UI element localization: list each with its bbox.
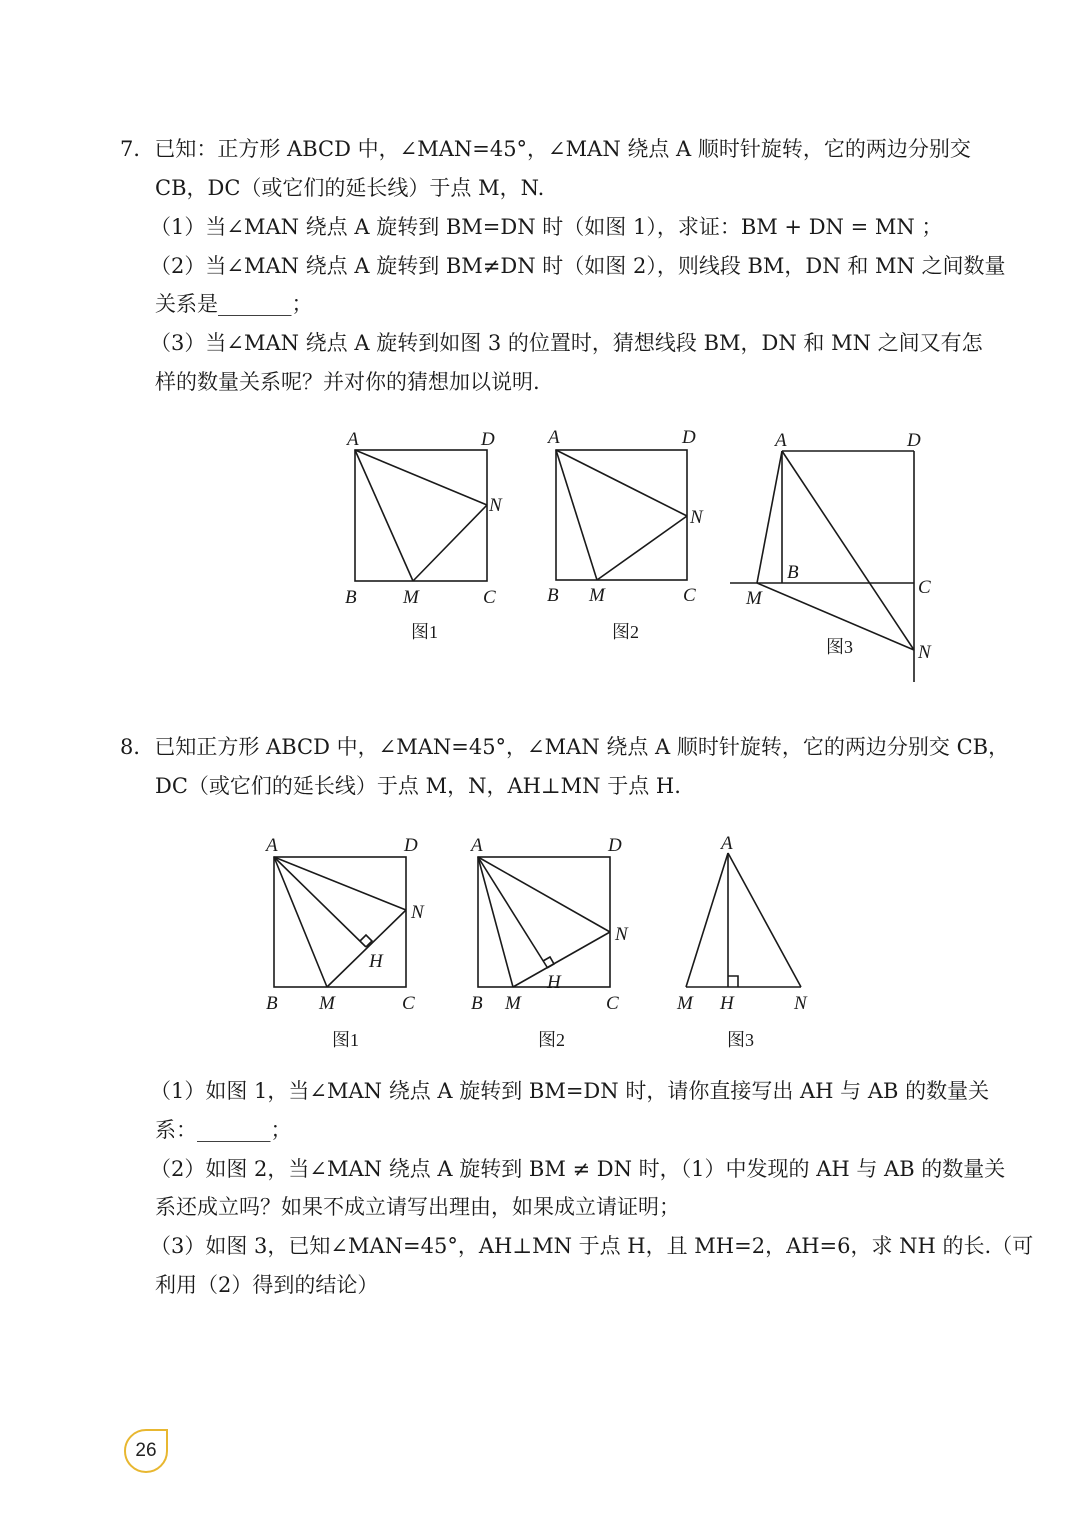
q8-f3-segment-am [686,853,728,987]
q7-f3-label-b: B [787,562,799,583]
q7-figure-1 [355,450,487,581]
q7-f1-caption: 图1 [411,622,438,642]
q8-f3-label-m: M [677,993,693,1014]
q8-part3-cont: 利用（2）得到的结论） [155,1273,379,1297]
q8-f2-segment-am [478,857,513,987]
q8-f1-caption: 图1 [332,1030,359,1050]
q8-f2-segment-an [478,857,610,932]
q8-figure-2 [478,857,610,987]
q7-f2-label-m: M [589,585,605,606]
q8-f1-label-c: C [402,993,415,1014]
q8-f3-label-n: N [794,993,807,1014]
q8-part2-cont: 系还成立吗？如果不成立请写出理由，如果成立请证明； [155,1195,680,1219]
q8-f3-label-a: A [721,833,733,854]
q8-figure-3 [686,853,801,987]
q8-f1-label-m: M [319,993,335,1014]
q7-f1-label-c: C [483,587,496,608]
q7-f2-label-n: N [690,507,703,528]
q7-line-2: CB，DC（或它们的延长线）于点 M，N. [155,176,545,200]
q8-f3-caption: 图3 [727,1030,754,1050]
q7-f1-segment-am [355,450,413,581]
q8-f2-label-d: D [608,835,622,856]
q7-f2-label-b: B [547,585,559,606]
q7-part2: （2）当∠MAN 绕点 A 旋转到 BM≠DN 时（如图 2），则线段 BM，DN 和 MN 之间数量 [150,254,1006,278]
q7-part2-cont: 关系是_______； [155,292,313,316]
q7-f1-segment-an [355,450,487,505]
page-number: 26 [135,1440,157,1461]
q7-f1-label-m: M [403,587,419,608]
q8-f1-segment-ah [274,857,366,947]
q7-f1-label-a: A [347,429,359,450]
q7-f3-caption: 图3 [826,637,853,657]
q7-f3-label-a: A [775,430,787,451]
q7-f2-segment-am [556,450,597,580]
q8-f2-caption: 图2 [538,1030,565,1050]
q7-f3-segment-am [757,451,782,583]
q7-figure-3 [730,451,914,682]
page-number-badge [123,1428,169,1474]
q8-part3: （3）如图 3，已知∠MAN=45°，AH⊥MN 于点 H，且 MH=2，AH=6，求 NH 的长.（可 [150,1234,1034,1258]
q7-f1-label-n: N [489,495,502,516]
q7-line-1: 7．已知：正方形 ABCD 中，∠MAN=45°，∠MAN 绕点 A 顺时针旋转，它的两边分别交 [120,137,971,161]
q8-f2-label-n: N [615,924,628,945]
q7-part3-cont: 样的数量关系呢？并对你的猜想加以说明. [155,370,540,394]
q8-line-2: DC（或它们的延长线）于点 M，N，AH⊥MN 于点 H. [155,774,681,798]
q7-f3-label-m: M [746,588,762,609]
q7-f1-segment-mn [413,505,487,581]
q8-part2: （2）如图 2，当∠MAN 绕点 A 旋转到 BM ≠ DN 时，（1）中发现的 AH 与 AB 的数量关 [150,1157,1006,1181]
q8-part1: （1）如图 1，当∠MAN 绕点 A 旋转到 BM=DN 时，请你直接写出 AH 与 AB 的数量关 [150,1079,990,1103]
q7-f1-label-d: D [481,429,495,450]
q8-f2-segment-mn [513,932,610,987]
q7-figure-2 [556,450,687,580]
q8-f1-label-b: B [266,993,278,1014]
q8-f1-label-n: N [411,902,424,923]
q7-f1-label-b: B [345,587,357,608]
q7-f2-segment-mn [597,516,687,580]
q7-part3: （3）当∠MAN 绕点 A 旋转到如图 3 的位置时，猜想线段 BM，DN 和 MN 之间又有怎 [150,331,983,355]
q8-f2-segment-ah [478,857,547,967]
q8-f2-label-a: A [471,835,483,856]
q8-f1-segment-an [274,857,406,910]
q8-f1-label-h: H [369,951,383,972]
q8-f1-segment-am [274,857,327,987]
q8-f3-right-angle-mark [728,976,738,987]
q7-f2-segment-an [556,450,687,516]
q8-f2-label-m: M [505,993,521,1014]
q8-f2-label-c: C [606,993,619,1014]
q8-line-1: 8．已知正方形 ABCD 中，∠MAN=45°，∠MAN 绕点 A 顺时针旋转，它的两边分别交 CB， [120,735,1010,759]
q7-f3-label-n: N [918,642,931,663]
q8-f3-segment-an [728,853,801,987]
q7-f2-label-d: D [682,427,696,448]
q7-part1: （1）当∠MAN 绕点 A 旋转到 BM=DN 时（如图 1），求证：BM + DN = MN ； [150,215,943,239]
q8-part1-cont: 系：_______； [155,1118,292,1142]
q8-f2-label-b: B [471,993,483,1014]
q7-f3-label-d: D [907,430,921,451]
q8-f3-label-h: H [720,993,734,1014]
q8-figure-1 [274,857,406,987]
q8-f1-label-d: D [404,835,418,856]
q7-f3-label-c: C [918,577,931,598]
q7-f2-caption: 图2 [612,622,639,642]
q7-f3-segment-an [782,451,914,650]
q7-f1-square [355,450,487,581]
q8-f2-label-h: H [547,972,561,993]
q7-f2-label-a: A [548,427,560,448]
q7-f2-square [556,450,687,580]
q7-f2-label-c: C [683,585,696,606]
q8-f1-label-a: A [266,835,278,856]
q8-f2-square [478,857,610,987]
